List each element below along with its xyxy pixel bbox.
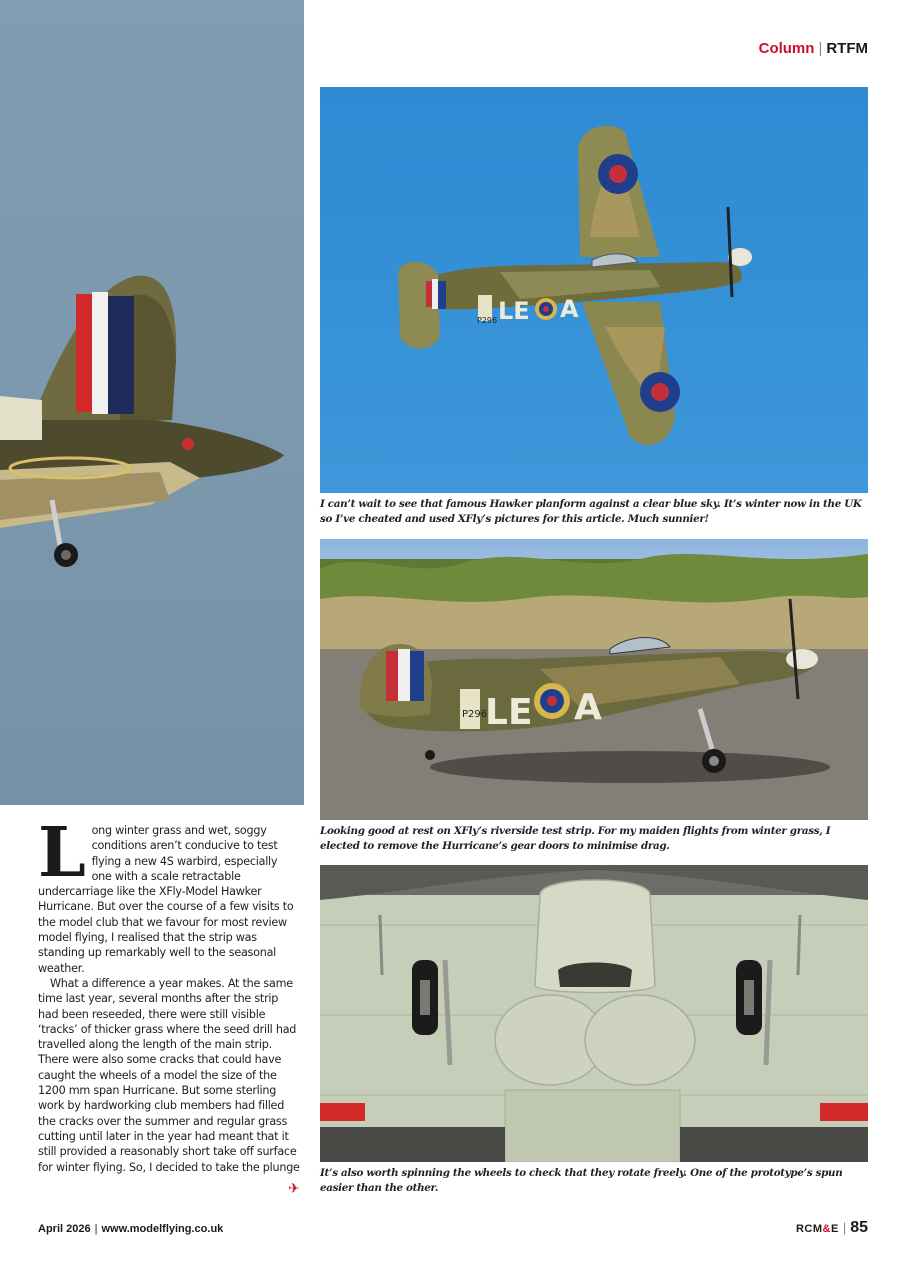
photo-hurricane-runway [320, 539, 868, 820]
footer-issue-info [38, 1223, 223, 1235]
magazine-brand: RCM&E [795, 1223, 839, 1235]
hurricane-tail-illustration [0, 0, 304, 805]
caption-underside: It’s also worth spinning the wheels to check that they rotate freely. One of the prototype’s spun easier than the other. [320, 1167, 843, 1194]
hurricane-runway-illustration [320, 539, 868, 820]
article-body [38, 813, 300, 1175]
left-photo-hurricane-tail [0, 0, 304, 805]
caption-flight: I can’t wait to see that famous Hawker planform against a clear blue sky. It’s winter now in the UK so I’ve cheated and used XFly’s pictures for this article. Much sunnier! [320, 498, 862, 525]
photo-hurricane-underside [320, 865, 868, 1162]
footer-page-info [796, 1219, 868, 1237]
aircraft-icon: ✈ [288, 1181, 300, 1197]
caption-runway: Looking good at rest on XFly’s riverside test strip. For my maiden flights from winter grass, I elected to remove the Hurricane’s gear doors to minimise drag. [320, 825, 831, 852]
article-paragraph-2: What a difference a year makes. At the same time last year, several months after the strip had been reseeded, there were still visible ‘tracks’ of thicker grass where the seed drill had travelled along the length of the main strip. There were also some cracks that could have caught the wheels of a model the size of the 1200 mm span Hurricane. But some sterling work by hardworking club members had filled the cracks over the summer and regular grass cutting until later in the year had meant that it still provided a reasonably short take off surface for winter flying. So, I decided to take the plunge [38, 976, 300, 1174]
page-number: 85 [850, 1219, 868, 1236]
header-divider: | [818, 40, 823, 57]
section-label: RTFM [826, 40, 868, 57]
svg-text:LE: LE [498, 297, 530, 325]
drop-cap: L [38, 813, 86, 893]
footer-divider: | [94, 1223, 98, 1235]
svg-text:P296: P296 [462, 709, 488, 720]
svg-text:P296: P296 [477, 316, 498, 325]
running-header [759, 40, 868, 57]
photo-hurricane-flight [320, 87, 868, 493]
hurricane-flight-illustration [320, 87, 868, 493]
article-paragraph-1: ong winter grass and wet, soggy conditions aren’t conducive to test flying a new 4S warbird, especially one with a scale retractable undercarriage like the XFly-Model Hawker Hurricane. But over the course of a few visits to the model club that we favour for most review model flying, I realised that the strip was standing up remarkably well to the seasonal weather. [38, 824, 294, 975]
website-link[interactable]: www.modelflying.co.uk [101, 1223, 224, 1235]
hurricane-underside-illustration [320, 865, 868, 1162]
column-label: Column [758, 40, 815, 57]
issue-date: April 2026 [38, 1223, 91, 1235]
svg-text:A: A [574, 687, 602, 728]
svg-text:A: A [560, 295, 579, 323]
svg-text:LE: LE [485, 692, 533, 733]
footer-page-divider: | [842, 1220, 847, 1235]
